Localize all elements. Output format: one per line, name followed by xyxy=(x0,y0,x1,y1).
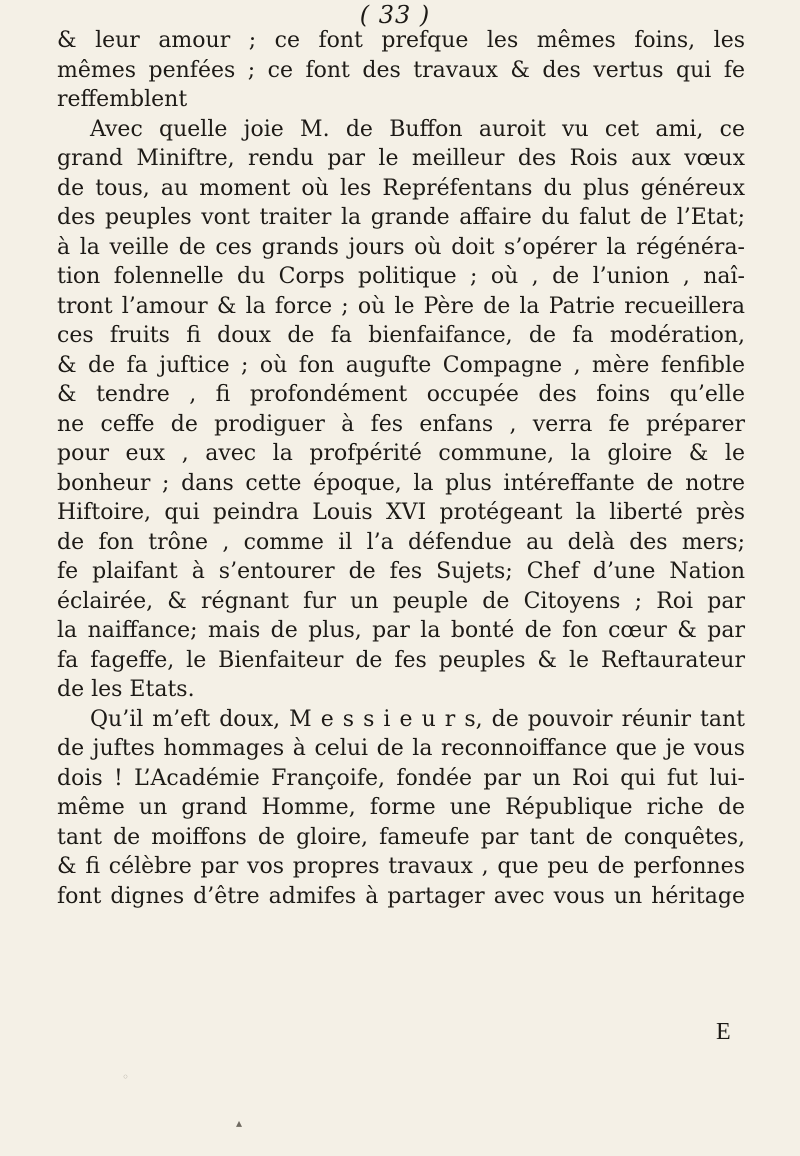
text-line: de les Etats. xyxy=(57,677,195,702)
text-line: & de fa juftice ; où fon augufte Compagne , mère fenfible xyxy=(57,352,745,378)
text-line: tant de moiffons de gloire, fameufe par tant de conquêtes, xyxy=(57,824,745,850)
text-line: mêmes penfées ; ce font des travaux & des vertus qui fe xyxy=(57,57,745,83)
paper-stain: ▴ xyxy=(236,1116,243,1130)
text-line: fe plaifant à s’entourer de fes Sujets; Chef d’une Nation xyxy=(57,559,745,584)
text-line: dois ! L’Académie Françoife, fondée par un Roi qui fut lui- xyxy=(57,765,745,791)
text-line: & leur amour ; ce font prefque les mêmes foins, les xyxy=(57,28,745,53)
text-line: pour eux , avec la profpérité commune, la gloire & le xyxy=(57,441,745,466)
text-line: la naiffance; mais de plus, par la bonté de fon cœur & par xyxy=(57,618,745,643)
text-line: même un grand Homme, forme une République riche de xyxy=(57,795,745,820)
text-line: Qu’il m’eft doux, M e s s i e u r s, de pouvoir réunir tant xyxy=(90,706,745,732)
text-line: de juftes hommages à celui de la reconnoiffance que je vous xyxy=(57,736,745,761)
text-line: des peuples vont traiter la grande affaire du falut de l’Etat; xyxy=(57,205,745,230)
text-line: ne ceffe de prodiguer à fes enfans , verra fe préparer xyxy=(57,411,745,437)
text-line: de fon trône , comme il l’a défendue au delà des mers; xyxy=(57,529,745,555)
paragraph-2 xyxy=(57,115,745,705)
text-line: Avec quelle joie M. de Buffon auroit vu cet ami, ce xyxy=(90,116,745,142)
text-line: fa fageffe, le Bienfaiteur de fes peuples & le Reftaurateur xyxy=(57,647,745,673)
page-body xyxy=(57,26,745,911)
text-line: tront l’amour & la force ; où le Père de la Patrie recueillera xyxy=(57,293,745,319)
page-number: ( 33 ) xyxy=(359,1,431,29)
text-line: font dignes d’être admifes à partager avec vous un héritage xyxy=(57,883,745,909)
text-line: tion folennelle du Corps politique ; où , de l’union , naî- xyxy=(57,264,745,289)
text-line: éclairée, & régnant fur un peuple de Citoyens ; Roi par xyxy=(57,588,745,614)
paragraph-1 xyxy=(57,26,745,115)
text-line: reffemblent xyxy=(57,87,188,112)
text-line: & fi célèbre par vos propres travaux , que peu de perfonnes xyxy=(57,854,745,879)
text-line: & tendre , fi profondément occupée des foins qu’elle xyxy=(57,382,745,407)
text-line: Hiftoire, qui peindra Louis XVI protégeant la liberté près xyxy=(57,500,745,525)
paper-mark: ◦ xyxy=(122,1070,130,1084)
paragraph-3 xyxy=(57,705,745,912)
text-line: à la veille de ces grands jours où doit s’opérer la régénéra- xyxy=(57,234,745,260)
text-line: ces fruits fi doux de fa bienfaifance, de fa modération, xyxy=(57,323,745,348)
text-line: grand Miniftre, rendu par le meilleur des Rois aux vœux xyxy=(57,146,745,171)
text-line: de tous, au moment où les Repréfentans du plus généreux xyxy=(57,175,745,201)
text-line: bonheur ; dans cette époque, la plus intéreffante de notre xyxy=(57,470,745,496)
catchword: E xyxy=(716,1019,731,1045)
